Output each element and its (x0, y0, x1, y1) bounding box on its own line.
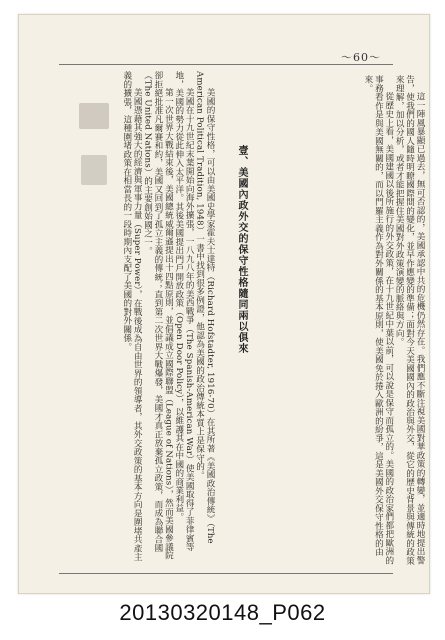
paragraph: 從歷史上看，美國建國以後所施行的外交政策，在十九世紀中葉以前，可以說是保守而孤立的。美國的政治家們都把歐洲的事務看作是與美國無關的，而以門羅主義作為對外關係的基本原則，使美國免於捲入歐洲的紛爭，這是美國外交保守性格的由來。 (362, 75, 394, 565)
page-number: ～60～ (341, 51, 381, 64)
text-column-right (255, 75, 425, 565)
ink-stain (79, 103, 109, 129)
ink-stain (81, 155, 107, 185)
paragraph: 第一次世界大戰結束後，美國總統威爾遜提出十四點原則，並倡議成立國際聯盟（League of Nations），然而美國參議院卻拒絕批准凡爾賽和約，美國又回到了孤立主義的傳統；直到第二次世界大戰爆發，美國才真正放棄孤立政策，而成為聯合國（The United Nations）的主要創始國之一。 (142, 71, 174, 561)
bottom-rule (59, 573, 393, 574)
heading-column (215, 75, 255, 565)
section-heading: 壹、美國內政外交的保守性格隨同兩以俱來 (236, 145, 247, 354)
paragraph: 美國在十九世紀末葉開始向海外擴張，一八九八年的美西戰爭（The Spanish-American War）使美國取得了菲律賓等地，美國的勢力從此伸入太平洋。其後美國提出門戶開放政策（Open Door Policy），以維護其在中國的商業利益。 (173, 71, 195, 552)
top-rule (59, 64, 393, 65)
catalog-label: 20130320148_P062 (119, 600, 326, 625)
paragraph: 美國的保守性格，可以由美國史學家霍夫士達特（Richard Hofstadter, 1916-70）在其所著《美國政治傳統》（The American Political Tradition, 1948）一書中找到很多例證，他認為美國的政治傳統本質上是保守的。 (194, 71, 215, 544)
paragraph: 美國憑藉其強大的經濟與軍事力量（Super Power），在戰後成為自由世界的領導者，其外交政策的基本方向是圍堵共產主義的擴張，這種圍堵政策在相當長的一段時期內支配了美國的對外關係。 (121, 71, 143, 562)
text-column-left (45, 71, 215, 565)
scanned-page (18, 14, 430, 594)
paragraph: 這一陣風暴顯已過去，無可否認的，美國承認中共的危機仍然存在。我們應不斷注視美國對華政策的轉變，並適時地提出警告，使我們的國人隨時明瞭國際間的變化，並早作應變的準備；面對今天美國國內的政治與外交，從它的歷史背景與傳統的政策來理解，加以分析，或者才能把握住美國對外政策演變的脈絡與方向。 (394, 75, 425, 565)
